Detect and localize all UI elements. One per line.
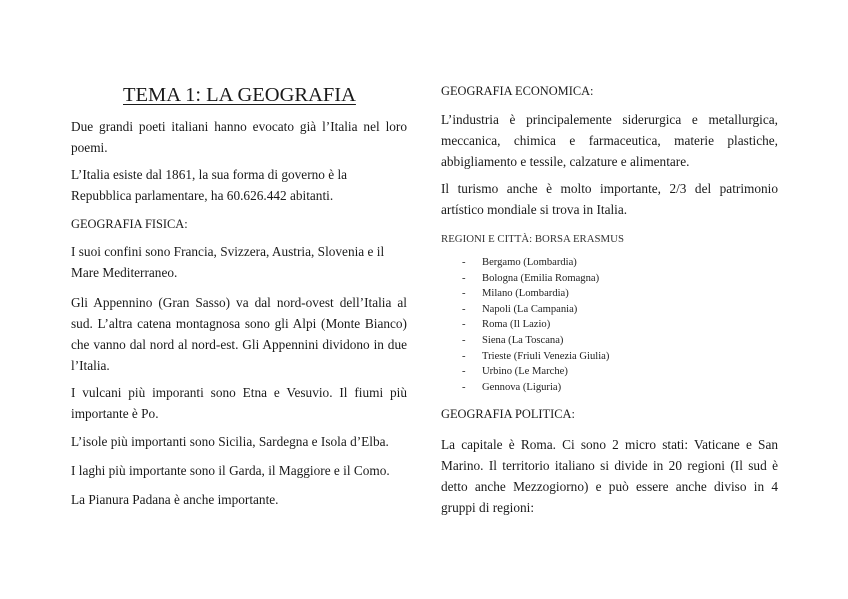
cities-list bbox=[462, 255, 609, 395]
political-geography-heading: GEOGRAFIA POLITICA: bbox=[441, 407, 575, 421]
city-name: Bologna (Emilia Romagna) bbox=[482, 272, 600, 284]
list-item bbox=[462, 317, 609, 333]
history-paragraph: L’Italia esiste dal 1861, la sua forma di governo è la Repubblica parlamentare, ha 60.626.442 abitanti. bbox=[71, 167, 348, 203]
list-item bbox=[462, 271, 609, 287]
lakes-paragraph: I laghi più importante sono il Garda, il Maggiore e il Como. bbox=[71, 463, 390, 478]
bullet-dash: - bbox=[462, 350, 466, 362]
bullet-dash: - bbox=[462, 257, 466, 268]
political-paragraph: La capitale è Roma. Ci sono 2 micro stati: Vaticane e San Marino. Il territorio italiano si divide in 20 regioni (Il sud è detto anche Mezzogiorno) e può essere anche diviso in 4 gruppi di regioni: bbox=[441, 437, 778, 515]
bullet-dash: - bbox=[462, 366, 466, 378]
bullet-dash: - bbox=[462, 319, 466, 331]
page-title: TEMA 1: LA GEOGRAFIA bbox=[123, 84, 356, 106]
city-name: Urbino (Le Marche) bbox=[482, 366, 568, 378]
list-item bbox=[462, 364, 609, 380]
islands-paragraph: L’isole più importanti sono Sicilia, Sardegna e Isola d’Elba. bbox=[71, 434, 389, 449]
city-name: Milano (Lombardia) bbox=[482, 288, 569, 300]
bullet-dash: - bbox=[462, 381, 466, 393]
mountains-paragraph: Gli Appennino (Gran Sasso) va dal nord-ovest dell’Italia al sud. L’altra catena montagnosa sono gli Alpi (Monte Bianco) che vanno dal nord al nord-est. Gli Appennini dividono in due l’Italia. bbox=[71, 295, 407, 373]
list-item bbox=[462, 380, 609, 396]
bullet-dash: - bbox=[462, 303, 466, 315]
list-item bbox=[462, 349, 609, 365]
physical-geography-heading: GEOGRAFIA FISICA: bbox=[71, 217, 188, 231]
industry-paragraph: L’industria è principalemente siderurgica e metallurgica, meccanica, chimica e farmaceutica, materie plastiche, abbigliamento e tessile, calzature e alimentare. bbox=[441, 112, 778, 169]
bullet-dash: - bbox=[462, 288, 466, 300]
intro-paragraph: Due grandi poeti italiani hanno evocato già l’Italia nel loro poemi. bbox=[71, 119, 407, 155]
city-name: Trieste (Friuli Venezia Giulia) bbox=[482, 350, 610, 362]
list-item bbox=[462, 255, 609, 271]
economic-geography-heading: GEOGRAFIA ECONOMICA: bbox=[441, 84, 594, 98]
plain-paragraph: La Pianura Padana è anche importante. bbox=[71, 492, 279, 507]
borders-paragraph: I suoi confini sono Francia, Svizzera, Austria, Slovenia e il Mare Mediterraneo. bbox=[71, 244, 385, 280]
city-name: Bergamo (Lombardia) bbox=[482, 257, 577, 268]
city-name: Siena (La Toscana) bbox=[482, 334, 564, 346]
bullet-dash: - bbox=[462, 334, 466, 346]
bullet-dash: - bbox=[462, 272, 466, 284]
city-name: Gennova (Liguria) bbox=[482, 381, 562, 393]
regions-heading: REGIONI E CITTÀ: BORSA ERASMUS bbox=[441, 233, 624, 245]
list-item bbox=[462, 302, 609, 318]
volcanoes-paragraph: I vulcani più imporanti sono Etna e Vesuvio. Il fiumi più importante è Po. bbox=[71, 385, 407, 421]
tourism-paragraph: Il turismo anche è molto importante, 2/3 del patrimonio artístico mondiale si trova in Italia. bbox=[441, 181, 778, 217]
city-name: Roma (Il Lazio) bbox=[482, 319, 551, 331]
list-item bbox=[462, 286, 609, 302]
city-name: Napoli (La Campania) bbox=[482, 303, 578, 315]
list-item bbox=[462, 333, 609, 349]
